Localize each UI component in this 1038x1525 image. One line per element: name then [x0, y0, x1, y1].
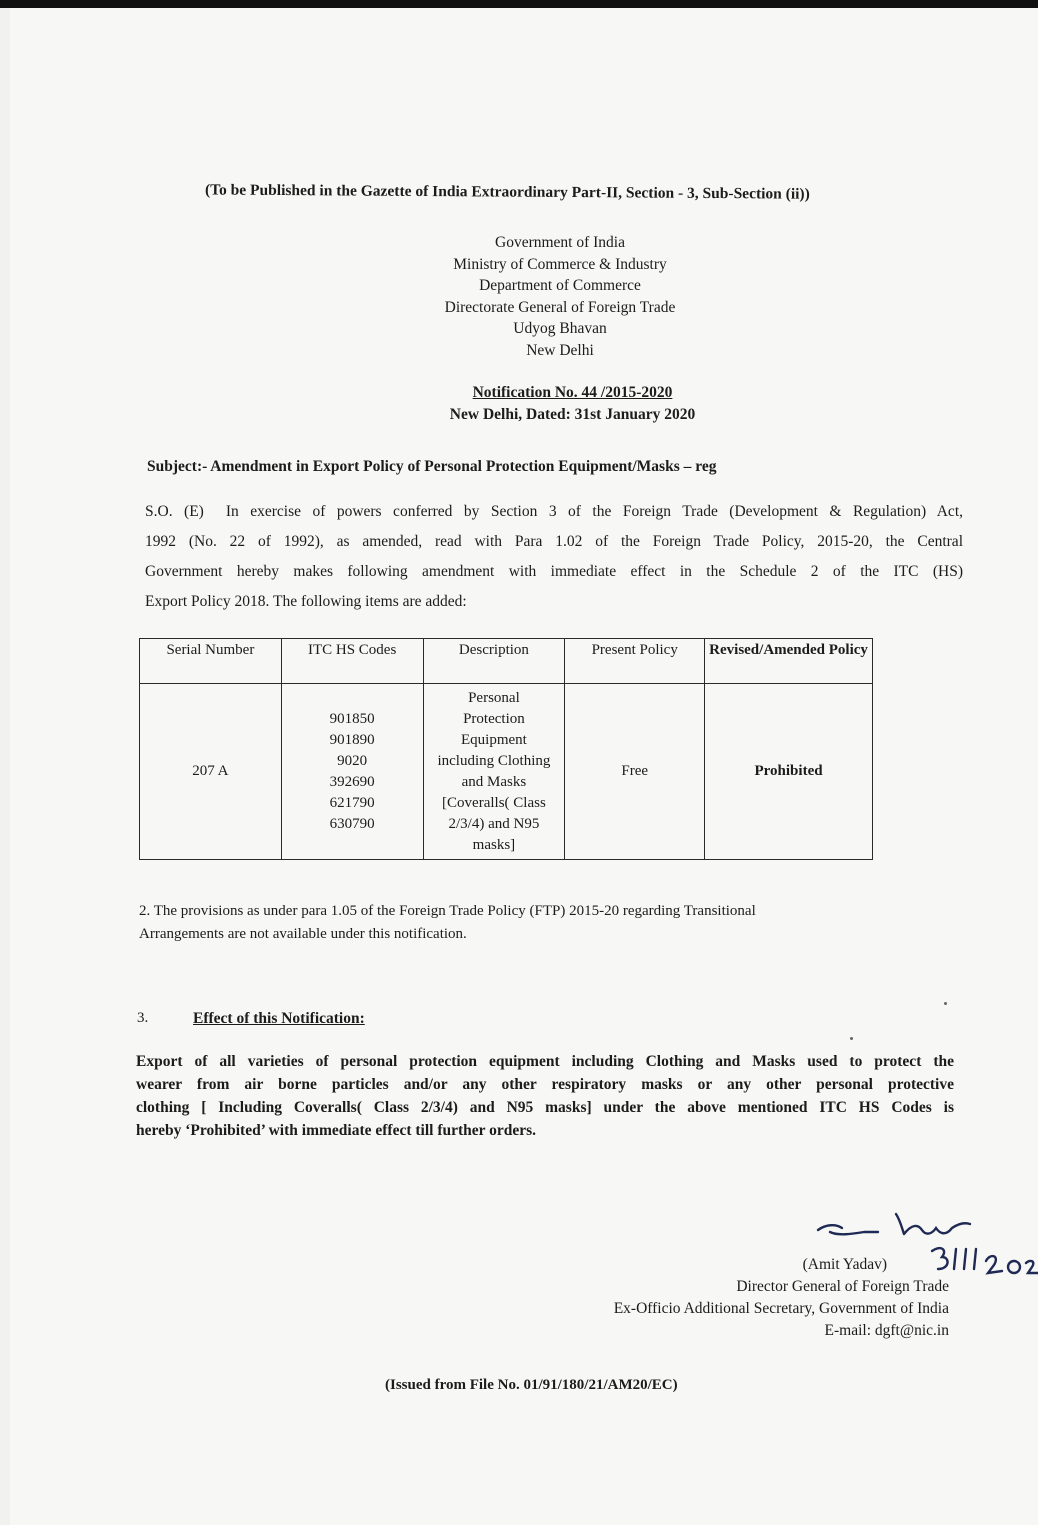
cell-description: [423, 684, 565, 860]
header-revised-policy: Revised/Amended Policy: [705, 639, 873, 684]
signatory-secretary: Ex-Officio Additional Secretary, Government of India: [613, 1300, 949, 1317]
org-city: New Delhi: [526, 341, 594, 359]
org-directorate: Directorate General of Foreign Trade: [444, 298, 676, 316]
paragraph-1-line-3: Government hereby makes following amendment with immediate effect in the Schedule 2 of the ITC (HS): [145, 563, 963, 580]
notification-block: [400, 382, 745, 426]
paragraph-1-line-2: 1992 (No. 22 of 1992), as amended, read with Para 1.02 of the Foreign Trade Policy, 2015-20, the Central: [145, 533, 963, 550]
effect-line-2: wearer from air borne particles and/or any other respiratory masks or any other personal protective: [136, 1076, 954, 1093]
org-ministry: Ministry of Commerce & Industry: [453, 255, 667, 273]
effect-line-3: clothing [ Including Coveralls( Class 2/3/4) and N95 masks] under the above mentioned ITC HS Codes is: [136, 1099, 954, 1116]
hs-code: 392690: [329, 773, 375, 790]
so-label: S.O. (E): [145, 503, 204, 520]
paragraph-1: [145, 497, 963, 617]
description-line: Equipment: [461, 731, 527, 748]
cell-codes: [281, 684, 423, 860]
top-scan-edge: [0, 0, 1038, 8]
header-itc-hs-codes: ITC HS Codes: [281, 639, 423, 684]
notification-date: New Delhi, Dated: 31st January 2020: [449, 406, 696, 423]
file-reference: (Issued from File No. 01/91/180/21/AM20/EC): [385, 1377, 678, 1393]
description-line: and Masks: [461, 773, 527, 790]
description-line: 2/3/4) and N95: [448, 815, 540, 832]
signatory-block: [540, 1254, 949, 1342]
notification-number: Notification No. 44 /2015-2020: [472, 384, 673, 401]
hs-code: 901890: [329, 731, 375, 748]
cell-revised-policy: Prohibited: [705, 684, 873, 860]
org-department: Department of Commerce: [479, 277, 641, 294]
hs-code: 901850: [329, 710, 375, 727]
hs-code: 621790: [329, 794, 375, 811]
policy-table: [139, 638, 873, 860]
description-line: including Clothing: [437, 752, 551, 769]
paragraph-2-line-1: 2. The provisions as under para 1.05 of the Foreign Trade Policy (FTP) 2015-20 regarding Transitional: [139, 903, 756, 919]
table-header-row: [140, 639, 873, 684]
section-3-number: 3.: [137, 1010, 149, 1026]
scan-speck: [944, 1002, 947, 1005]
paragraph-2: [139, 900, 899, 946]
hs-code: 630790: [329, 815, 375, 832]
section-3-title: Effect of this Notification:: [193, 1010, 365, 1027]
header-present-policy: Present Policy: [565, 639, 705, 684]
header-serial-number: Serial Number: [140, 639, 282, 684]
scan-speck: [850, 1037, 853, 1040]
paragraph-2-line-2: Arrangements are not available under this notification.: [139, 926, 467, 942]
effect-line-4: hereby ‘Prohibited’ with immediate effect till further orders.: [136, 1122, 537, 1139]
header-description: Description: [423, 639, 565, 684]
effect-paragraph: [136, 1050, 954, 1142]
org-government: Government of India: [495, 234, 625, 251]
paragraph-1-line-4: Export Policy 2018. The following items are added:: [145, 593, 467, 610]
subject-line: Subject:- Amendment in Export Policy of Personal Protection Equipment/Masks – reg: [147, 458, 717, 475]
description-line: [Coveralls( Class: [442, 794, 546, 811]
effect-line-1: Export of all varieties of personal protection equipment including Clothing and Masks used to protect the: [136, 1053, 954, 1070]
signatory-name: (Amit Yadav): [802, 1256, 887, 1273]
description-line: Protection: [463, 710, 525, 727]
paragraph-1-line-1: S.O. (E) In exercise of powers conferred by Section 3 of the Foreign Trade (Development & Regulation) Act,: [145, 503, 963, 520]
org-building: Udyog Bhavan: [513, 320, 607, 337]
table-row: [140, 684, 873, 860]
cell-serial: 207 A: [140, 684, 282, 860]
signatory-email: E-mail: dgft@nic.in: [824, 1322, 949, 1339]
description-line: Personal: [468, 689, 520, 706]
hs-code: 9020: [337, 752, 368, 769]
description-line: masks]: [472, 836, 516, 853]
cell-present-policy: Free: [565, 684, 705, 860]
organization-block: [395, 232, 725, 361]
gazette-line: (To be Published in the Gazette of India Extraordinary Part-II, Section - 3, Sub-Section (ii)): [204, 181, 810, 203]
signatory-designation: Director General of Foreign Trade: [736, 1278, 949, 1295]
